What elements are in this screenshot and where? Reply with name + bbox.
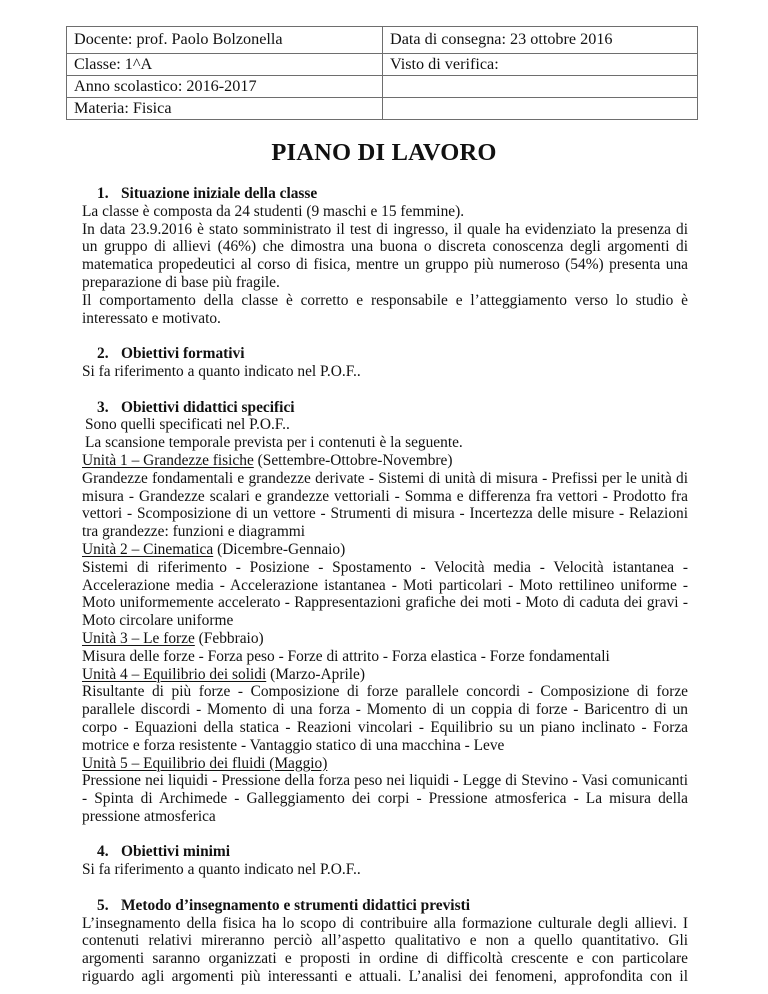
section-5-number: 5. xyxy=(97,896,109,914)
unit-1-topics: Grandezze fondamentali e grandezze derivate - Sistemi di unità di misura - Prefissi per le unità di misura - Grandezze scalari e grandezze vettoriali - Somma e differenza fra vettori - Prodotto fra vettori - Scomposizione di un vettore - Strumenti di misura - Incertezza delle misure - Relazioni tra grandezze: funzioni e diagrammi xyxy=(82,469,688,541)
unit-4-period: (Marzo-Aprile) xyxy=(266,665,365,683)
unit-1 xyxy=(82,452,688,541)
unit-1-title xyxy=(82,452,688,470)
document-title: PIANO DI LAVORO xyxy=(271,139,497,166)
class-text: Classe: 1^A xyxy=(67,54,382,76)
school-year-text: Anno scolastico: 2016-2017 xyxy=(67,76,382,98)
section-1-number: 1. xyxy=(97,185,109,202)
unit-2-topics: Sistemi di riferimento - Posizione - Spostamento - Velocità media - Velocità istantanea - Accelerazione media - Accelerazione istantanea - Moti particolari - Moto rettilineo uniforme - Moto uniformemente accelerato - Rappresentazioni grafiche dei moti - Moto di caduta dei gravi - Moto circolare uniforme xyxy=(82,558,688,630)
unit-3-title xyxy=(82,630,688,648)
section-1-paragraph: La classe è composta da 24 studenti (9 maschi e 15 femmine). xyxy=(82,202,465,220)
section-5-heading xyxy=(82,897,688,915)
verification-text: Visto di verifica: xyxy=(383,54,697,76)
delivery-date-cell xyxy=(383,27,698,54)
section-3-paragraph: La scansione temporale prevista per i contenuti è la seguente. xyxy=(85,434,463,452)
section-5-paragraph: L’insegnamento della fisica ha lo scopo di contribuire alla formazione culturale degli allievi. I contenuti relativi mireranno perciò all’aspetto qualitativo e non a quello quantitativo. Gli argomenti saranno organizzati e proposti in ordine di difficoltà crescente e con particolare riguardo agli argomenti più interessanti e attuali. L’analisi dei fenomeni, approfondita con il xyxy=(82,914,688,986)
section-3-number: 3. xyxy=(97,398,109,416)
unit-4-title xyxy=(82,666,688,684)
section-5-title: Metodo d’insegnamento e strumenti didattici previsti xyxy=(121,896,470,914)
unit-2 xyxy=(82,541,688,630)
section-1-title: Situazione iniziale della classe xyxy=(121,185,318,202)
section-1-heading xyxy=(82,185,688,203)
verification-cell xyxy=(383,54,698,120)
section-4-title: Obiettivi minimi xyxy=(121,843,231,861)
unit-5 xyxy=(82,755,688,826)
delivery-date-text: Data di consegna: 23 ottobre 2016 xyxy=(390,30,613,48)
unit-3-period: (Febbraio) xyxy=(194,629,264,647)
subject-text: Materia: Fisica xyxy=(74,99,172,117)
section-2-paragraph: Si fa riferimento a quanto indicato nel P.O.F.. xyxy=(82,362,361,380)
section-5 xyxy=(82,897,688,986)
unit-3-name: Unità 3 – Le forze xyxy=(82,629,195,647)
teacher-cell xyxy=(67,27,383,54)
unit-5-topics: Pressione nei liquidi - Pressione della forza peso nei liquidi - Legge di Stevino - Vasi comunicanti - Spinta di Archimede - Galleggiamento dei corpi - Pressione atmosferica - La misura della pressione atmosferica xyxy=(82,772,688,825)
section-4 xyxy=(82,843,688,879)
section-4-number: 4. xyxy=(97,843,109,861)
unit-4-topics: Risultante di più forze - Composizione di forze parallele concordi - Composizione di forze parallele discordi - Momento di una forza - Momento di un coppia di forze - Baricentro di un corpo - Equazioni della statica - Reazioni vincolari - Equilibrio su un piano inclinato - Forza motrice e forza resistente - Vantaggio statico di una macchina - Leve xyxy=(82,683,688,754)
document-body xyxy=(82,185,688,986)
section-1-paragraph: Il comportamento della classe è corretto e responsabile e l’atteggiamento verso lo studio è interessato e motivato. xyxy=(82,291,688,327)
header-info-table xyxy=(66,26,698,120)
section-1-paragraph: In data 23.9.2016 è stato somministrato il test di ingresso, il quale ha evidenziato la presenza di un gruppo di allievi (46%) che dimostra una buona o discreta conoscenza degli argomenti di matematica propedeutici al corso di fisica, mentre un gruppo più numeroso (54%) presenta una preparazione di base più fragile. xyxy=(82,220,688,291)
unit-3-topics: Misura delle forze - Forza peso - Forze di attrito - Forza elastica - Forze fondamentali xyxy=(82,647,610,665)
unit-2-name: Unità 2 – Cinematica xyxy=(82,540,214,558)
section-2-title: Obiettivi formativi xyxy=(121,345,245,363)
unit-5-title xyxy=(82,755,688,773)
unit-2-title xyxy=(82,541,688,559)
unit-4-name: Unità 4 – Equilibrio dei solidi xyxy=(82,665,267,683)
unit-4 xyxy=(82,666,688,755)
section-3-paragraph: Sono quelli specificati nel P.O.F.. xyxy=(85,416,290,434)
section-4-paragraph: Si fa riferimento a quanto indicato nel P.O.F.. xyxy=(82,861,361,879)
unit-3 xyxy=(82,630,688,666)
unit-2-period: (Dicembre-Gennaio) xyxy=(213,540,346,558)
class-info-cell xyxy=(67,54,383,120)
unit-1-period: (Settembre-Ottobre-Novembre) xyxy=(253,451,453,469)
section-4-heading xyxy=(82,843,688,861)
unit-5-name: Unità 5 – Equilibrio dei fluidi (Maggio) xyxy=(82,754,328,772)
section-3 xyxy=(82,399,688,826)
section-3-title: Obiettivi didattici specifici xyxy=(121,398,295,416)
section-2-number: 2. xyxy=(97,345,109,363)
teacher-text: Docente: prof. Paolo Bolzonella xyxy=(74,30,283,48)
unit-1-name: Unità 1 – Grandezze fisiche xyxy=(82,451,254,469)
section-3-heading xyxy=(82,399,688,417)
section-2-heading xyxy=(82,345,688,363)
section-1 xyxy=(82,185,688,327)
verification-blank-1 xyxy=(383,76,697,98)
verification-blank-2 xyxy=(383,98,697,119)
section-2 xyxy=(82,345,688,381)
